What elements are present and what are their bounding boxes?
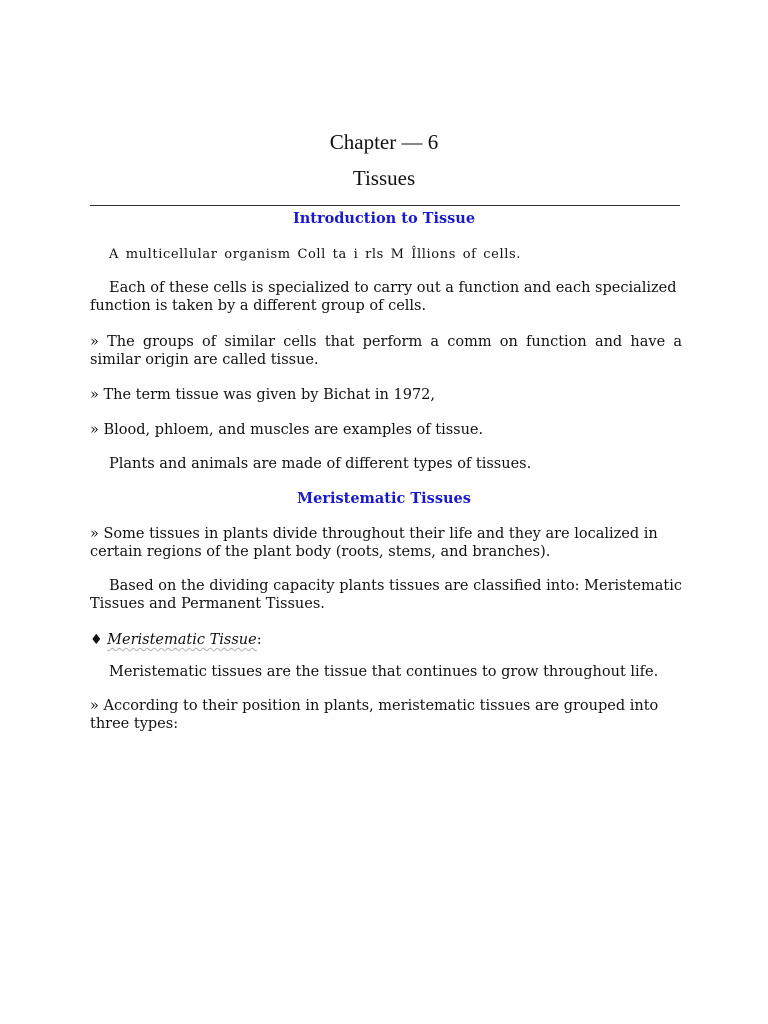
title-divider [90, 205, 680, 206]
section-heading-introduction: Introduction to Tissue [292, 210, 476, 227]
paragraph-dividing-tissues: » Some tissues in plants divide throughout their life and they are localized in certain regions of the plant body (roots, stems, and branches). [90, 526, 658, 560]
paragraph-three-types: » According to their position in plants, meristematic tissues are grouped into three types: [90, 698, 659, 732]
paragraph-tissue-definition: » The groups of similar cells that perform a comm on function and have a similar origin are called tissue. [90, 334, 682, 368]
paragraph-examples: » Blood, phloem, and muscles are examples of tissue. [90, 422, 484, 438]
diamond-bullet-icon: ♦ [90, 632, 103, 648]
subheading-meristematic-tissue [90, 631, 682, 649]
section-heading-meristematic: Meristematic Tissues [297, 490, 471, 507]
paragraph-plants-animals: Plants and animals are made of different types of tissues. [109, 456, 532, 472]
subheading-colon: : [256, 632, 262, 648]
paragraph-classification: Based on the dividing capacity plants tissues are classified into: Meristematic Tissues and Permanent Tissues. [90, 578, 683, 612]
paragraph-bichat: » The term tissue was given by Bichat in 1972, [90, 387, 436, 403]
subheading-label: Meristematic Tissue [107, 632, 257, 648]
paragraph-meristematic-definition: Meristematic tissues are the tissue that continues to grow throughout life. [109, 664, 659, 680]
paragraph-specialized-cells: Each of these cells is specialized to carry out a function and each specialized function is taken by a different group of cells. [90, 280, 677, 314]
chapter-subtitle: Tissues [352, 166, 416, 190]
chapter-title: Chapter — 6 [329, 130, 439, 154]
paragraph-multicellular: A multicellular organism Coll ta i rls M Îllions of cells. [109, 247, 521, 262]
